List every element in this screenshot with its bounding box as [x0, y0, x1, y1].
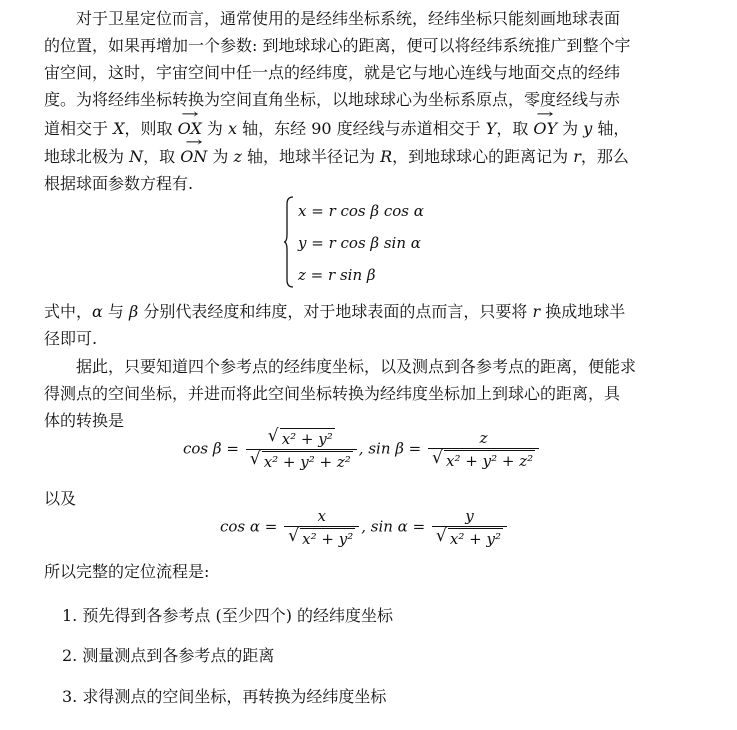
sqrt-icon: √ [288, 526, 299, 546]
list-item [62, 684, 386, 707]
para2-line1 [44, 302, 625, 322]
text: ，取 [496, 119, 534, 138]
symbol-alpha: α [92, 302, 103, 321]
para3-line2: 得测点的空间坐标，并进而将此空间坐标转换为经纬度坐标加上到球心的距离，具 [44, 384, 621, 403]
fraction [284, 507, 359, 548]
text: 为 [557, 119, 584, 138]
sqrt-icon: √ [267, 426, 279, 446]
sqrt-icon: √ [432, 448, 443, 468]
equation-x: x = r cos β cos α [298, 202, 424, 220]
list-number: 3. [62, 687, 78, 706]
text: 换成地球半 [540, 302, 626, 321]
text: 分别代表经度和纬度，对于地球表面的点而言，只要将 [138, 302, 533, 321]
vector-ON: ON → [180, 147, 207, 167]
symbol-Y: Y [485, 119, 497, 138]
para1-line6 [44, 147, 629, 167]
para1-line7: 根据球面参数方程有. [44, 174, 194, 193]
and-label: 以及 [44, 489, 77, 508]
symbol-beta: β [129, 302, 139, 321]
para1-line3: 宙空间，这时，宇宙空间中任一点的经纬度，就是它与地心连线与地面交点的经纬 [44, 63, 621, 82]
fraction [246, 428, 357, 471]
para1-line2: 的位置，如果再增加一个参数: 到地球球心的距离，便可以将经纬系统推广到整个宇 [44, 36, 631, 55]
text: 轴，地球半径记为 [241, 147, 381, 166]
numerator: z [479, 429, 488, 447]
numerator: y [465, 507, 474, 525]
radicand: x² + y² [302, 530, 354, 548]
list-item [62, 603, 393, 626]
list-number: 2. [62, 646, 78, 665]
text: 轴，东经 90 度经线与赤道相交于 [237, 119, 486, 138]
radicand: x² + y² + z² [263, 453, 351, 471]
text: 为 [207, 147, 234, 166]
radicand: x² + y² [281, 430, 333, 448]
para1-line1: 对于卫星定位而言，通常使用的是经纬坐标系统，经纬坐标只能刻画地球表面 [76, 9, 621, 28]
text: ，取 [143, 147, 181, 166]
equation-y: y = r cos β sin α [298, 234, 421, 252]
symbol-y: y [583, 119, 593, 138]
list-item [62, 643, 274, 666]
text: 式中， [44, 302, 93, 321]
list-text: 求得测点的空间坐标，再转换为经纬度坐标 [82, 687, 387, 706]
para1-line4: 度。为将经纬坐标转换为空间直角坐标，以地球球心为坐标系原点，零度经线与赤 [44, 90, 621, 109]
fraction [432, 507, 507, 548]
vector-OX: OX → [178, 119, 202, 139]
symbol-r: r [532, 302, 541, 321]
sqrt-icon: √ [249, 449, 261, 469]
text: 道相交于 [44, 119, 114, 138]
list-text: 测量测点到各参考点的距离 [82, 646, 275, 665]
symbol-r: r [573, 147, 581, 166]
numerator: x [317, 507, 326, 525]
para1-line5 [44, 119, 629, 139]
vector-OY: OY → [533, 119, 557, 139]
formula-alpha [220, 507, 509, 548]
text: ，那么 [580, 147, 629, 166]
formula-separator: , sin β = [358, 439, 427, 458]
symbol-z: z [233, 147, 242, 166]
fraction [428, 429, 539, 470]
text: ，则取 [124, 119, 178, 138]
text: 为 [201, 119, 228, 138]
symbol-R: R [380, 147, 393, 166]
symbol-N: N [129, 147, 144, 166]
left-brace-icon [284, 196, 294, 288]
radicand: x² + y² [449, 530, 501, 548]
text: ，到地球球心的距离记为 [392, 147, 574, 166]
para2-line2: 径即可. [44, 329, 98, 348]
radicand: x² + y² + z² [446, 452, 534, 470]
equation-z: z = r sin β [298, 266, 376, 284]
procedure-intro: 所以完整的定位流程是: [44, 562, 210, 581]
text: 轴， [592, 119, 630, 138]
symbol-X: X [113, 119, 125, 138]
para3-line1: 据此，只要知道四个参考点的经纬度坐标，以及测点到各参考点的距离，便能求 [76, 357, 637, 376]
formula-separator: , sin α = [361, 517, 430, 536]
formula-beta [183, 428, 541, 471]
text: 地球北极为 [44, 147, 130, 166]
sqrt-icon: √ [435, 526, 447, 546]
symbol-x: x [228, 119, 238, 138]
formula-lhs: cos β = [183, 439, 244, 458]
list-text: 预先得到各参考点 (至少四个) 的经纬度坐标 [82, 606, 394, 625]
formula-lhs: cos α = [220, 517, 283, 536]
text: 与 [102, 302, 130, 321]
list-number: 1. [62, 606, 78, 625]
para3-line3: 体的转换是 [44, 411, 125, 430]
